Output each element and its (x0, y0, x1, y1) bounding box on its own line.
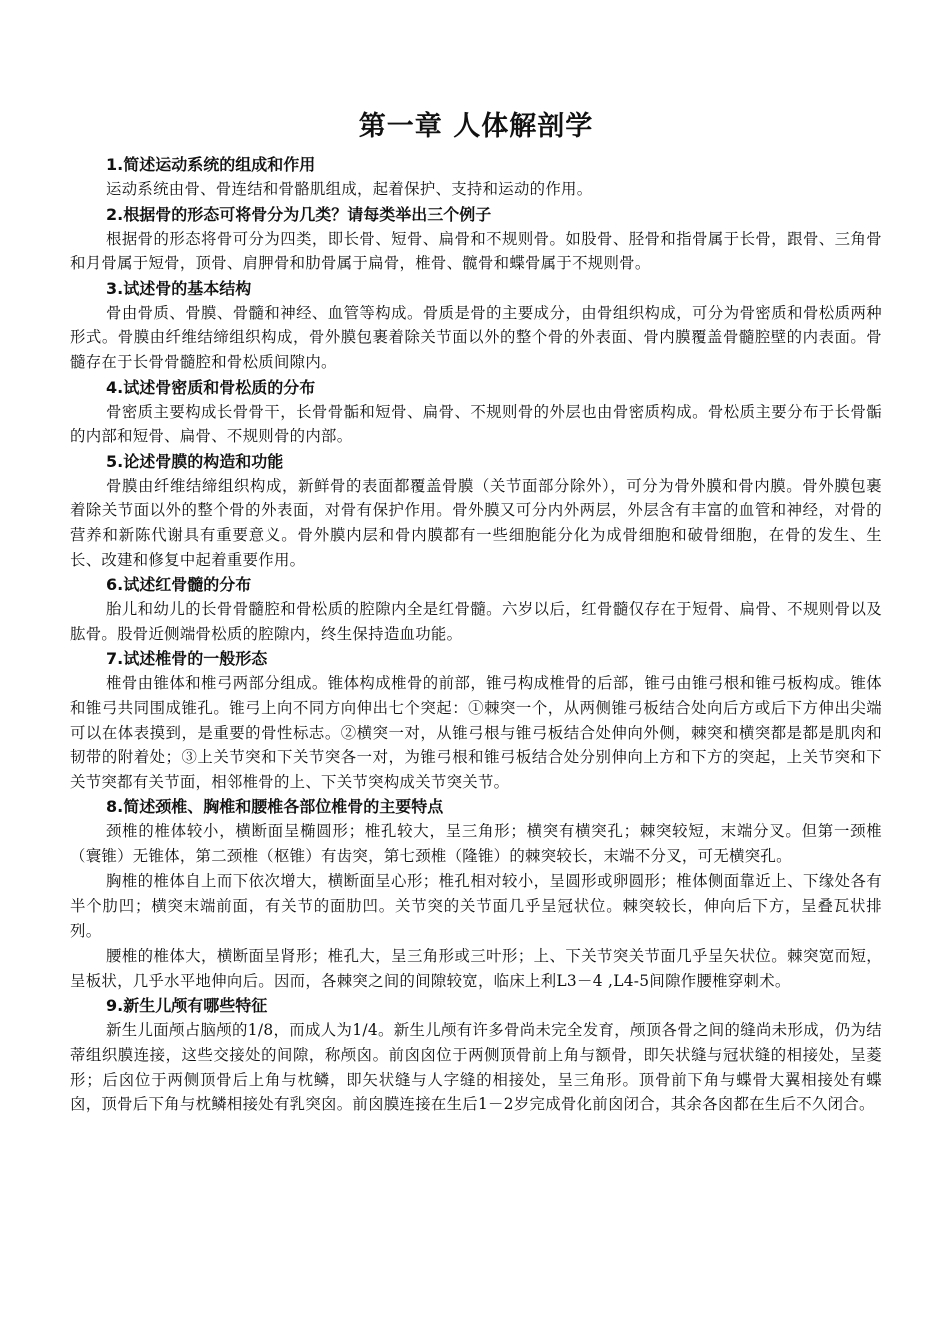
answer-paragraph: 腰椎的椎体大，横断面呈肾形；椎孔大，呈三角形或三叶形；上、下关节突关节面几乎呈矢状位。棘突宽而短，呈板状，几乎水平地伸向后。因而，各棘突之间的间隙较宽，临床上利L3－4 ,L4-5间隙作腰椎穿刺术。 (70, 947, 882, 990)
section (70, 153, 882, 202)
answer-paragraph: 骨膜由纤维结缔组织构成，新鲜骨的表面都覆盖骨膜（关节面部分除外），可分为骨外膜和骨内膜。骨外膜包裹着除关节面以外的整个骨的外表面，对骨有保护作用。骨外膜又可分内外两层，外层含有丰富的血管和神经，对骨的营养和新陈代谢具有重要意义。骨外膜内层和骨内膜都有一些细胞能分化为成骨细胞和破骨细胞，在骨的发生、生长、改建和修复中起着重要作用。 (70, 476, 882, 569)
section (70, 450, 882, 572)
section (70, 277, 882, 375)
answer-paragraph: 根据骨的形态将骨可分为四类，即长骨、短骨、扁骨和不规则骨。如股骨、胫骨和指骨属于长骨，跟骨、三角骨和月骨属于短骨，顶骨、肩胛骨和肋骨属于扁骨，椎骨、髋骨和蝶骨属于不规则骨。 (70, 229, 882, 273)
answer-paragraph: 椎骨由锥体和椎弓两部分组成。锥体构成椎骨的前部，锥弓构成椎骨的后部，锥弓由锥弓根和锥弓板构成。锥体和锥弓共同围成锥孔。锥弓上向不同方向伸出七个突起：①棘突一个，从两侧锥弓板结合处向后方或后下方伸出尖端可以在体表摸到，是重要的骨性标志。②横突一对，从锥弓根与锥弓板结合处伸向外侧，棘突和横突都是都是肌肉和韧带的附着处；③上关节突和下关节突各一对，为锥弓根和锥弓板结合处分别伸向上方和下方的突起，上关节突和下关节突都有关节面，相邻椎骨的上、下关节突构成关节突关节。 (70, 674, 882, 791)
section (70, 203, 882, 276)
answer-paragraph: 颈椎的椎体较小，横断面呈椭圆形；椎孔较大，呈三角形；横突有横突孔；棘突较短，末端分叉。但第一颈椎（寰锥）无锥体，第二颈椎（枢锥）有齿突，第七颈椎（隆锥）的棘突较长，末端不分叉，可无横突孔。 (70, 822, 882, 865)
answer-paragraph: 骨由骨质、骨膜、骨髓和神经、血管等构成。骨质是骨的主要成分，由骨组织构成，可分为骨密质和骨松质两种形式。骨膜由纤维结缔组织构成，骨外膜包裹着除关节面以外的整个骨的外表面、骨内膜覆盖骨髓腔壁的内表面。骨髓存在于长骨骨髓腔和骨松质间隙内。 (70, 303, 882, 371)
question-heading: 3.试述骨的基本结构 (106, 278, 252, 298)
answer-paragraph: 新生儿面颅占脑颅的1/8，而成人为1/4。新生儿颅有许多骨尚未完全发育，颅顶各骨之间的缝尚未形成，仍为结蒂组织膜连接，这些交接处的间隙，称颅囟。前囟囟位于两侧顶骨前上角与额骨，即矢状缝与冠状缝的相接处，呈菱形；后囟位于两侧顶骨后上角与枕鳞，即矢状缝与人字缝的相接处，呈三角形。顶骨前下角与蝶骨大翼相接处有蝶囟，顶骨后下角与枕鳞相接处有乳突囟。前囟膜连接在生后1－2岁完成骨化前囟闭合，其余各囟都在生后不久闭合。 (70, 1021, 882, 1114)
question-heading: 9.新生儿颅有哪些特征 (106, 996, 268, 1016)
section (70, 795, 882, 993)
answer-paragraph: 胎儿和幼儿的长骨骨髓腔和骨松质的腔隙内全是红骨髓。六岁以后，红骨髓仅存在于短骨、扁骨、不规则骨以及肱骨。股骨近侧端骨松质的腔隙内，终生保持造血功能。 (70, 600, 882, 643)
chapter-title: 第一章 人体解剖学 (358, 111, 594, 142)
question-heading: 8.简述颈椎、胸椎和腰椎各部位椎骨的主要特点 (106, 797, 444, 817)
answer-paragraph: 骨密质主要构成长骨骨干，长骨骨骺和短骨、扁骨、不规则骨的外层也由骨密质构成。骨松质主要分布于长骨骺的内部和短骨、扁骨、不规则骨的内部。 (70, 402, 882, 446)
question-heading: 5.论述骨膜的构造和功能 (106, 451, 284, 471)
question-heading: 4.试述骨密质和骨松质的分布 (106, 377, 316, 397)
section (70, 647, 882, 794)
question-heading: 6.试述红骨髓的分布 (106, 575, 252, 595)
question-heading: 7.试述椎骨的一般形态 (106, 649, 268, 669)
question-heading: 2.根据骨的形态可将骨分为几类？请每类举出三个例子 (106, 204, 492, 224)
question-heading: 1.简述运动系统的组成和作用 (106, 155, 316, 174)
document-page (70, 104, 882, 1118)
answer-paragraph: 胸椎的椎体自上而下依次增大，横断面呈心形；椎孔相对较小，呈圆形或卵圆形；椎体侧面靠近上、下缘处各有半个肋凹；横突末端前面，有关节的面肋凹。关节突的关节面几乎呈冠状位。棘突较长，伸向后下方，呈叠瓦状排列。 (70, 872, 882, 940)
answer-paragraph: 运动系统由骨、骨连结和骨骼肌组成，起着保护、支持和运动的作用。 (106, 180, 593, 198)
section (70, 994, 882, 1116)
section (70, 376, 882, 449)
section (70, 573, 882, 646)
